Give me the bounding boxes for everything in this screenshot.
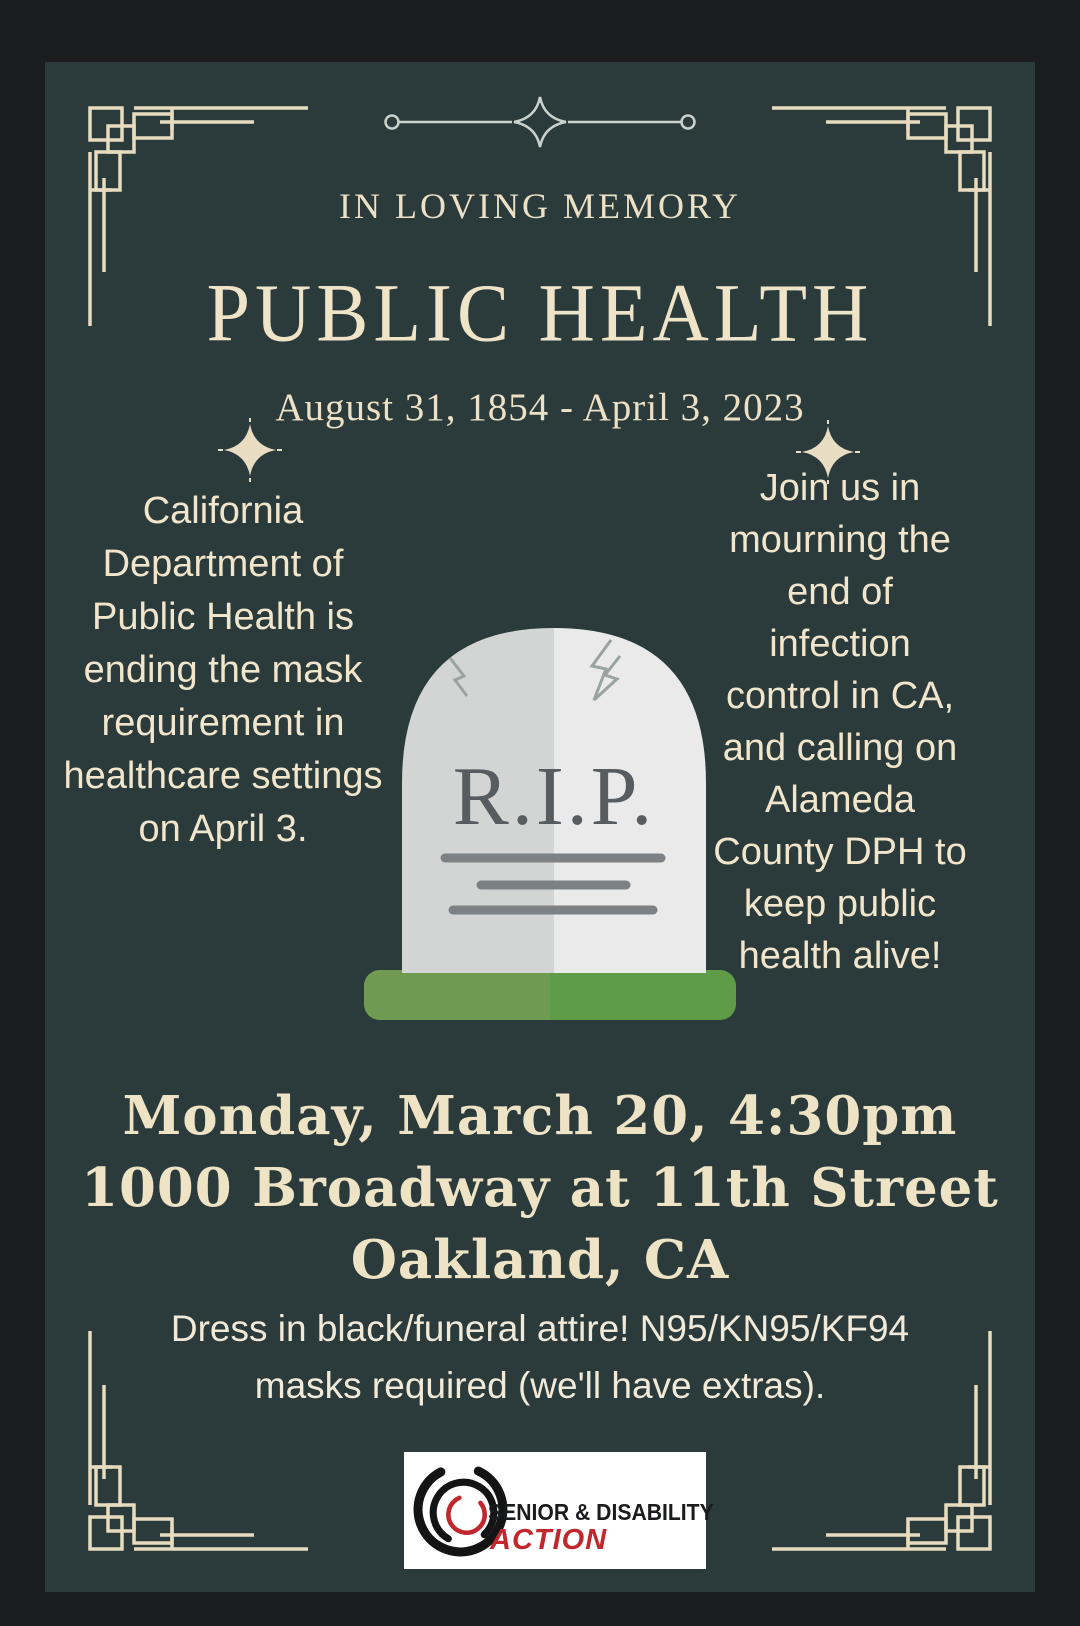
right-paragraph-line: keep public: [743, 883, 937, 925]
left-paragraph-line: healthcare settings: [63, 755, 383, 797]
left-paragraph-line: on April 3.: [138, 808, 308, 850]
lifespan-dates: August 31, 1854 - April 3, 2023: [275, 386, 805, 429]
left-paragraph: [48, 485, 398, 856]
right-paragraph-line: County DPH to: [713, 831, 967, 873]
dress-code: [45, 1300, 1035, 1414]
sparkle-icon: [218, 418, 282, 482]
memorial-line: IN LOVING MEMORY: [339, 186, 741, 226]
right-paragraph-line: health alive!: [738, 935, 942, 977]
left-paragraph-line: Department of: [102, 543, 344, 585]
rip-inscription: R.I.P.: [452, 750, 656, 843]
dress-code-line: Dress in black/funeral attire! N95/KN95/KF94: [170, 1308, 910, 1349]
right-paragraph-line: and calling on: [722, 727, 958, 769]
right-paragraph-line: Alameda: [765, 779, 915, 821]
left-paragraph-line: Public Health is: [92, 596, 354, 638]
poster-title: PUBLIC HEALTH: [206, 266, 874, 359]
event-details: [45, 1080, 1035, 1296]
left-paragraph-line: ending the mask: [83, 649, 363, 691]
right-paragraph-line: control in CA,: [725, 675, 955, 717]
right-paragraph-line: end of: [787, 571, 893, 613]
event-line-datetime: Monday, March 20, 4:30pm: [122, 1085, 958, 1147]
org-name-line2: ACTION: [490, 1524, 608, 1556]
right-paragraph-line: Join us in: [759, 467, 921, 509]
dress-code-line: masks required (we'll have extras).: [254, 1365, 826, 1406]
event-line-city: Oakland, CA: [350, 1229, 730, 1291]
left-paragraph-line: California: [142, 490, 304, 532]
org-logo: [404, 1452, 714, 1569]
right-paragraph-line: mourning the: [729, 519, 951, 561]
divider-ornament-icon: [380, 92, 700, 152]
right-paragraph-line: infection: [769, 623, 911, 665]
left-paragraph-line: requirement in: [101, 702, 345, 744]
event-line-address: 1000 Broadway at 11th Street: [81, 1157, 999, 1219]
org-name-line1: SENIOR & DISABILITY: [488, 1499, 714, 1525]
